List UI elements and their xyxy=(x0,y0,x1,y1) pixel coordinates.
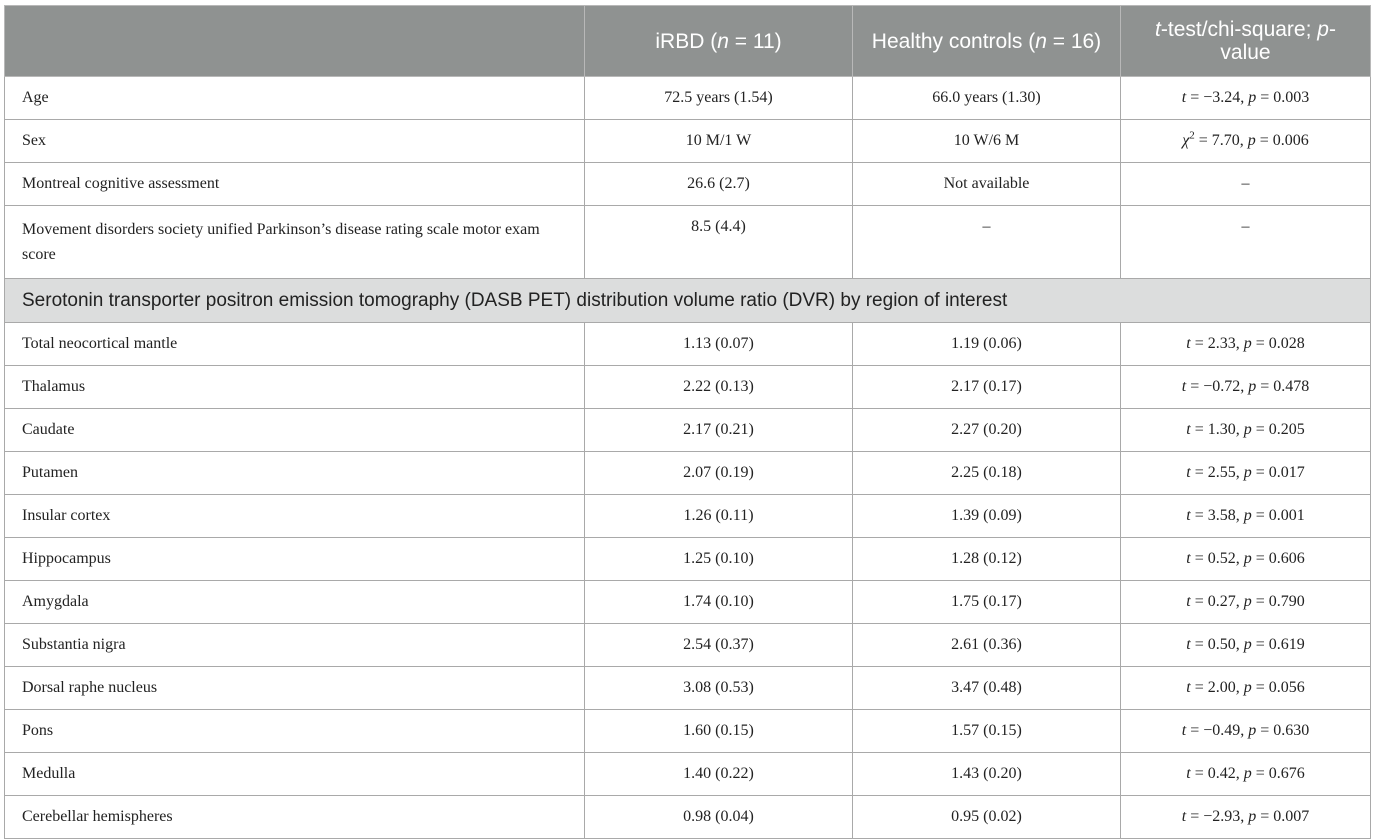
stat-value: = −0.72, xyxy=(1186,378,1249,395)
controls-value: Not available xyxy=(853,163,1121,206)
p-value: = 0.003 xyxy=(1256,89,1310,106)
header-controls xyxy=(853,6,1121,77)
stat-value: – xyxy=(1241,175,1250,192)
results-table xyxy=(4,5,1371,839)
p-value: = 0.205 xyxy=(1251,421,1305,438)
header-controls-n: n xyxy=(1035,29,1047,53)
row-label: Caudate xyxy=(5,409,585,452)
table-row xyxy=(5,667,1371,710)
row-label: Putamen xyxy=(5,452,585,495)
controls-value: 3.47 (0.48) xyxy=(853,667,1121,710)
table-row xyxy=(5,163,1371,206)
irbd-value: 1.25 (0.10) xyxy=(585,538,853,581)
irbd-value: 1.26 (0.11) xyxy=(585,495,853,538)
irbd-value: 2.17 (0.21) xyxy=(585,409,853,452)
p-value: = 0.017 xyxy=(1251,464,1305,481)
statistic-cell xyxy=(1121,753,1371,796)
stat-value: = 2.00, xyxy=(1190,679,1244,696)
irbd-value: 1.74 (0.10) xyxy=(585,581,853,624)
stat-value: – xyxy=(1241,218,1250,235)
header-irbd-n: n xyxy=(717,29,729,53)
stat-value: = −0.49, xyxy=(1186,722,1249,739)
row-label: Amygdala xyxy=(5,581,585,624)
stat-symbol: t xyxy=(1186,679,1191,696)
p-value: = 0.630 xyxy=(1256,722,1310,739)
stat-value: = −3.24, xyxy=(1186,89,1249,106)
stat-value: = 0.42, xyxy=(1190,765,1244,782)
controls-value: 2.27 (0.20) xyxy=(853,409,1121,452)
p-symbol: p xyxy=(1243,335,1252,352)
header-irbd-pre: iRBD ( xyxy=(655,29,718,53)
table-row xyxy=(5,581,1371,624)
controls-value: 66.0 years (1.30) xyxy=(853,77,1121,120)
irbd-value: 2.07 (0.19) xyxy=(585,452,853,495)
stat-value: = 3.58, xyxy=(1190,507,1244,524)
stat-value: = 0.50, xyxy=(1190,636,1244,653)
table-body xyxy=(5,77,1371,839)
header-stat-p: p xyxy=(1317,18,1329,41)
row-label: Pons xyxy=(5,710,585,753)
statistic-cell xyxy=(1121,667,1371,710)
controls-value: 10 W/6 M xyxy=(853,120,1121,163)
stat-symbol: t xyxy=(1186,550,1191,567)
p-value: = 0.006 xyxy=(1255,132,1309,149)
stat-symbol: t xyxy=(1186,765,1191,782)
table-row xyxy=(5,796,1371,839)
stat-symbol: t xyxy=(1181,808,1187,825)
stat-symbol: t xyxy=(1186,636,1191,653)
stat-value: = 1.30, xyxy=(1190,421,1244,438)
section-title: Serotonin transporter positron emission tomography (DASB PET) distribution volume ratio (DVR) by region of interest xyxy=(5,279,1371,323)
p-symbol: p xyxy=(1243,679,1252,696)
header-stat-t: t xyxy=(1155,18,1161,41)
controls-value: 1.75 (0.17) xyxy=(853,581,1121,624)
irbd-value: 0.98 (0.04) xyxy=(585,796,853,839)
stat-symbol: t xyxy=(1186,421,1191,438)
p-value: = 0.028 xyxy=(1251,335,1305,352)
stat-value: = 2.33, xyxy=(1190,335,1244,352)
row-label: Total neocortical mantle xyxy=(5,323,585,366)
row-label: Age xyxy=(5,77,585,120)
row-label: Sex xyxy=(5,120,585,163)
header-row xyxy=(5,6,1371,77)
row-label: Substantia nigra xyxy=(5,624,585,667)
table-row xyxy=(5,323,1371,366)
irbd-value: 2.54 (0.37) xyxy=(585,624,853,667)
table-row xyxy=(5,538,1371,581)
table-row xyxy=(5,120,1371,163)
stat-symbol: t xyxy=(1186,507,1191,524)
table-row xyxy=(5,77,1371,120)
irbd-value: 1.13 (0.07) xyxy=(585,323,853,366)
header-controls-pre: Healthy controls ( xyxy=(871,29,1036,53)
header-irbd xyxy=(585,6,853,77)
p-symbol: p xyxy=(1243,421,1252,438)
stat-superscript: 2 xyxy=(1189,129,1195,142)
table-row xyxy=(5,206,1371,279)
controls-value: 2.61 (0.36) xyxy=(853,624,1121,667)
stat-symbol: t xyxy=(1181,722,1187,739)
p-symbol: p xyxy=(1243,550,1252,567)
p-symbol: p xyxy=(1243,765,1252,782)
controls-value: 2.17 (0.17) xyxy=(853,366,1121,409)
header-controls-post: = 16) xyxy=(1046,29,1102,53)
row-label: Medulla xyxy=(5,753,585,796)
row-label: Cerebellar hemispheres xyxy=(5,796,585,839)
p-value: = 0.676 xyxy=(1251,765,1305,782)
stat-symbol: t xyxy=(1186,593,1191,610)
p-value: = 0.056 xyxy=(1251,679,1305,696)
table-row xyxy=(5,710,1371,753)
stat-symbol: t xyxy=(1186,335,1191,352)
controls-value: 1.28 (0.12) xyxy=(853,538,1121,581)
section-row xyxy=(5,279,1371,323)
row-label: Insular cortex xyxy=(5,495,585,538)
table-row xyxy=(5,624,1371,667)
statistic-cell xyxy=(1121,323,1371,366)
p-symbol: p xyxy=(1248,378,1257,395)
p-value: = 0.790 xyxy=(1251,593,1305,610)
table-row xyxy=(5,753,1371,796)
statistic-cell xyxy=(1121,495,1371,538)
header-statistic xyxy=(1121,6,1371,77)
irbd-value: 72.5 years (1.54) xyxy=(585,77,853,120)
row-label: Hippocampus xyxy=(5,538,585,581)
stat-symbol: t xyxy=(1181,378,1187,395)
p-symbol: p xyxy=(1243,507,1252,524)
irbd-value: 3.08 (0.53) xyxy=(585,667,853,710)
stat-value: = 0.52, xyxy=(1190,550,1244,567)
controls-value: – xyxy=(853,206,1121,279)
p-symbol: p xyxy=(1243,593,1252,610)
statistic-cell xyxy=(1121,710,1371,753)
p-symbol: p xyxy=(1248,722,1257,739)
p-symbol: p xyxy=(1243,636,1252,653)
irbd-value: 2.22 (0.13) xyxy=(585,366,853,409)
statistic-cell xyxy=(1121,206,1371,279)
p-symbol: p xyxy=(1248,808,1257,825)
irbd-value: 1.40 (0.22) xyxy=(585,753,853,796)
statistic-cell xyxy=(1121,538,1371,581)
p-value: = 0.619 xyxy=(1251,636,1305,653)
p-symbol: p xyxy=(1247,132,1256,149)
table-row xyxy=(5,495,1371,538)
irbd-value: 8.5 (4.4) xyxy=(585,206,853,279)
irbd-value: 26.6 (2.7) xyxy=(585,163,853,206)
p-symbol: p xyxy=(1243,464,1252,481)
irbd-value: 10 M/1 W xyxy=(585,120,853,163)
header-stat-post: -value xyxy=(1220,18,1336,64)
statistic-cell xyxy=(1121,366,1371,409)
row-label: Montreal cognitive assessment xyxy=(5,163,585,206)
statistic-cell xyxy=(1121,77,1371,120)
table-row xyxy=(5,366,1371,409)
row-label: Dorsal raphe nucleus xyxy=(5,667,585,710)
p-value: = 0.001 xyxy=(1251,507,1305,524)
controls-value: 0.95 (0.02) xyxy=(853,796,1121,839)
p-value: = 0.478 xyxy=(1256,378,1310,395)
header-stat-mid: -test/chi-square; xyxy=(1160,18,1318,41)
statistic-cell xyxy=(1121,120,1371,163)
stat-value: = 0.27, xyxy=(1190,593,1244,610)
stat-symbol: t xyxy=(1186,464,1191,481)
stat-value: = −2.93, xyxy=(1186,808,1249,825)
statistic-cell xyxy=(1121,163,1371,206)
statistic-cell xyxy=(1121,581,1371,624)
controls-value: 1.19 (0.06) xyxy=(853,323,1121,366)
stat-symbol: χ xyxy=(1182,132,1190,149)
stat-value: = 7.70, xyxy=(1194,132,1248,149)
p-value: = 0.007 xyxy=(1256,808,1310,825)
header-irbd-post: = 11) xyxy=(728,29,782,53)
stat-symbol: t xyxy=(1181,89,1187,106)
statistic-cell xyxy=(1121,624,1371,667)
controls-value: 2.25 (0.18) xyxy=(853,452,1121,495)
table-row xyxy=(5,452,1371,495)
p-value: = 0.606 xyxy=(1251,550,1305,567)
controls-value: 1.39 (0.09) xyxy=(853,495,1121,538)
table-row xyxy=(5,409,1371,452)
statistic-cell xyxy=(1121,796,1371,839)
irbd-value: 1.60 (0.15) xyxy=(585,710,853,753)
p-symbol: p xyxy=(1248,89,1257,106)
row-label: Thalamus xyxy=(5,366,585,409)
controls-value: 1.57 (0.15) xyxy=(853,710,1121,753)
statistic-cell xyxy=(1121,409,1371,452)
row-label: Movement disorders society unified Parkinson’s disease rating scale motor exam score xyxy=(5,206,585,279)
statistic-cell xyxy=(1121,452,1371,495)
controls-value: 1.43 (0.20) xyxy=(853,753,1121,796)
stat-value: = 2.55, xyxy=(1190,464,1244,481)
header-blank xyxy=(5,6,585,77)
